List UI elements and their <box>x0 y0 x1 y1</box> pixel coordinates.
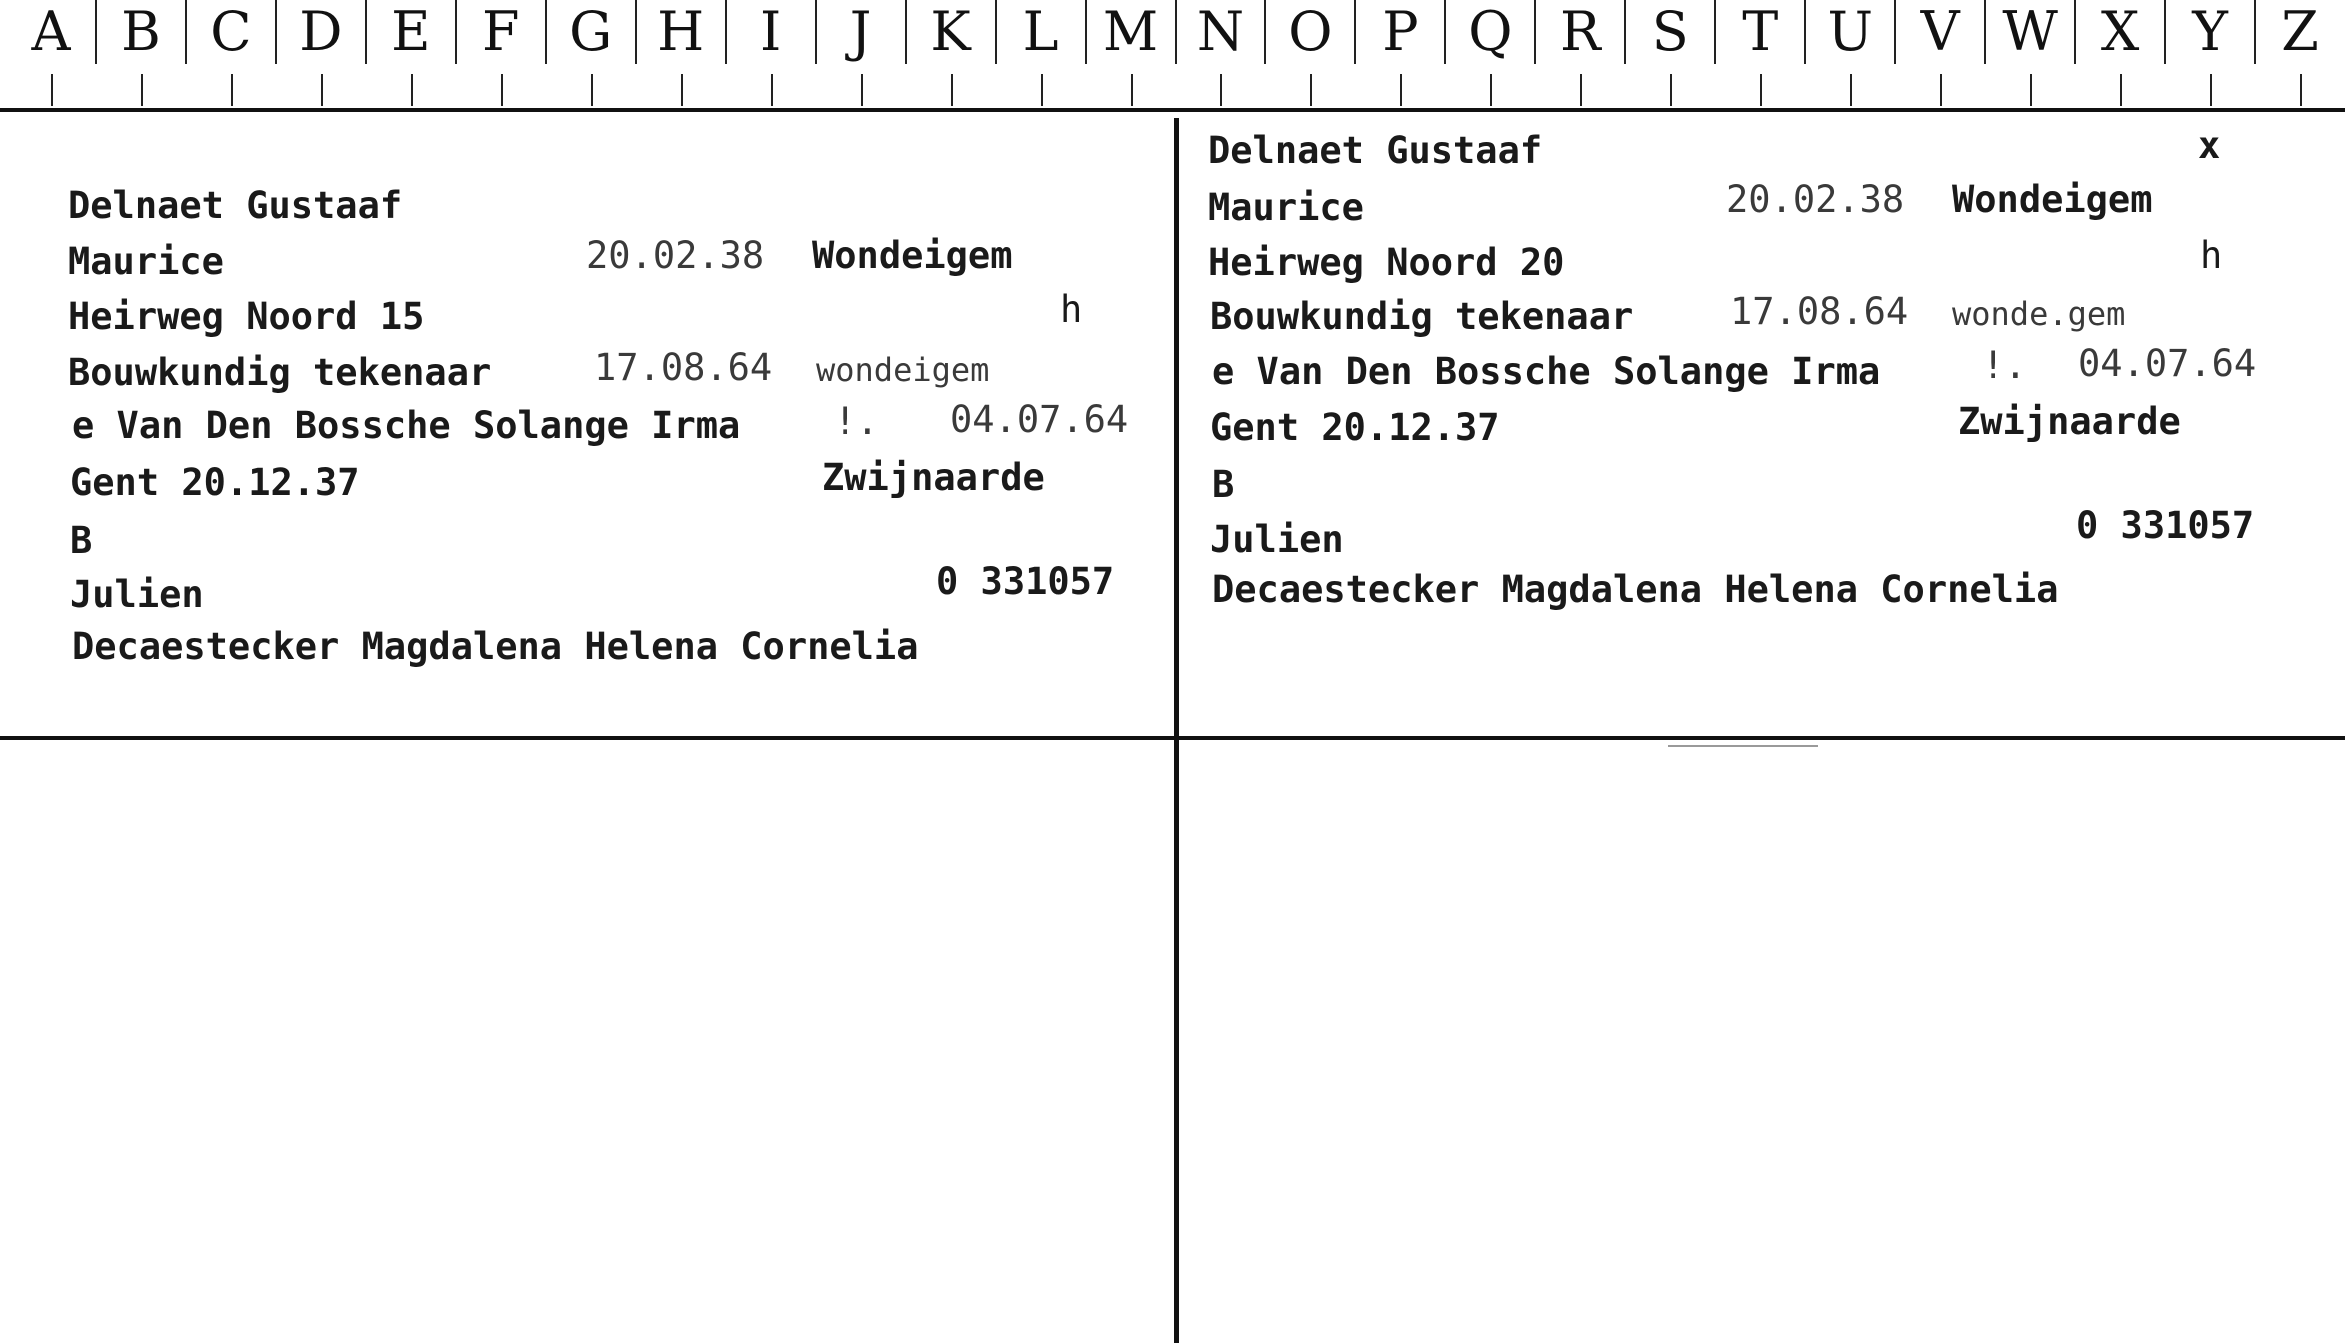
index-divider-line <box>0 108 2345 112</box>
card-given-name-2: Maurice <box>68 240 224 283</box>
card-spouse-mark: !. <box>834 400 879 443</box>
card-marriage-date: 17.08.64 <box>594 346 773 389</box>
alphabet-letter: X <box>2100 0 2140 63</box>
card-address: Heirweg Noord 20 <box>1208 241 1565 284</box>
alphabet-separator <box>1894 0 1896 64</box>
alphabet-tick <box>1850 74 1852 106</box>
alphabet-tick <box>321 74 323 106</box>
card-spouse: e Van Den Bossche Solange Irma <box>72 404 741 447</box>
alphabet-letter: G <box>569 0 613 63</box>
alphabet-tick <box>2120 74 2122 106</box>
alphabet-tick <box>681 74 683 106</box>
alphabet-letter: B <box>121 0 161 63</box>
card-address: Heirweg Noord 15 <box>68 295 425 338</box>
alphabet-separator <box>995 0 997 64</box>
alphabet-letter: E <box>391 0 431 63</box>
card-sex-code: h <box>1060 288 1083 331</box>
card-place-2: Zwijnaarde <box>822 456 1045 499</box>
alphabet-separator <box>2254 0 2256 64</box>
alphabet-tick <box>141 74 143 106</box>
card-date-2: 04.07.64 <box>2078 342 2257 385</box>
alphabet-separator <box>545 0 547 64</box>
alphabet-tick <box>861 74 863 106</box>
alphabet-letter: R <box>1559 0 1601 63</box>
card-corner-mark: x <box>2198 124 2221 167</box>
card-place-2: Zwijnaarde <box>1958 400 2181 443</box>
alphabet-tick <box>1490 74 1492 106</box>
alphabet-tick <box>1670 74 1672 106</box>
card-sex-code: h <box>2200 234 2223 277</box>
alphabet-letter: L <box>1022 0 1059 63</box>
alphabet-tick <box>1940 74 1942 106</box>
card-date-2: 04.07.64 <box>950 398 1129 441</box>
alphabet-letter: F <box>482 0 520 63</box>
card-birth-place: Wondeigem <box>812 234 1013 277</box>
alphabet-letter: W <box>2002 0 2058 63</box>
alphabet-separator <box>95 0 97 64</box>
card-occupation: Bouwkundig tekenaar <box>1210 295 1634 338</box>
alphabet-separator <box>2074 0 2076 64</box>
alphabet-letter: U <box>1827 0 1873 63</box>
alphabet-separator <box>1804 0 1806 64</box>
card-mother: Decaestecker Magdalena Helena Cornelia <box>1212 568 2059 611</box>
alphabet-separator <box>275 0 277 64</box>
card-surname-given: Delnaet Gustaaf <box>68 184 403 227</box>
alphabet-letter: M <box>1102 0 1159 63</box>
card-birth-date: 20.02.38 <box>586 234 765 277</box>
alphabet-separator <box>1444 0 1446 64</box>
card-surname-given: Delnaet Gustaaf <box>1208 129 1543 172</box>
alphabet-letter: H <box>657 0 705 63</box>
card-birth-date: 20.02.38 <box>1726 178 1905 221</box>
alphabet-letter: K <box>930 0 971 63</box>
card-marriage-date: 17.08.64 <box>1730 290 1909 333</box>
alphabet-tick <box>2300 74 2302 106</box>
alphabet-letter: C <box>210 0 252 63</box>
alphabet-tick <box>1310 74 1312 106</box>
alphabet-separator <box>455 0 457 64</box>
card-record-number: 0 331057 <box>936 560 1115 603</box>
alphabet-separator <box>365 0 367 64</box>
card-occupation: Bouwkundig tekenaar <box>68 351 492 394</box>
alphabet-separator <box>185 0 187 64</box>
alphabet-tick <box>591 74 593 106</box>
alphabet-separator <box>1354 0 1356 64</box>
card-father: Julien <box>70 573 204 616</box>
alphabet-separator <box>1984 0 1986 64</box>
alphabet-tick <box>231 74 233 106</box>
alphabet-separator <box>1624 0 1626 64</box>
alphabet-letter: P <box>1382 0 1419 63</box>
card-record-number: 0 331057 <box>2076 504 2255 547</box>
alphabet-tick <box>1400 74 1402 106</box>
alphabet-separator <box>1534 0 1536 64</box>
alphabet-index-strip <box>0 0 2345 112</box>
alphabet-letter: O <box>1288 0 1333 63</box>
alphabet-letter: Y <box>2192 0 2228 63</box>
alphabet-tick <box>1131 74 1133 106</box>
alphabet-separator <box>725 0 727 64</box>
alphabet-tick <box>51 74 53 106</box>
card-marriage-place: wondeigem <box>816 351 990 389</box>
card-code-b: B <box>1212 463 1235 506</box>
alphabet-separator <box>1085 0 1087 64</box>
faint-stub-line <box>1668 745 1818 747</box>
card-spouse: e Van Den Bossche Solange Irma <box>1212 350 1881 393</box>
alphabet-tick <box>1580 74 1582 106</box>
alphabet-letter: V <box>1920 0 1960 63</box>
alphabet-separator <box>1714 0 1716 64</box>
alphabet-tick <box>771 74 773 106</box>
card-given-name-2: Maurice <box>1208 186 1364 229</box>
card-row-divider <box>0 736 2345 740</box>
card-column-divider <box>1174 118 1179 1343</box>
alphabet-tick <box>501 74 503 106</box>
card-marriage-place: wonde.gem <box>1952 295 2126 333</box>
card-spouse-mark: !. <box>1982 344 2027 387</box>
alphabet-tick <box>1760 74 1762 106</box>
alphabet-letter: S <box>1651 0 1689 63</box>
card-code-b: B <box>70 519 93 562</box>
alphabet-tick <box>411 74 413 106</box>
card-spouse-birth: Gent 20.12.37 <box>1210 406 1500 449</box>
alphabet-separator <box>905 0 907 64</box>
card-spouse-birth: Gent 20.12.37 <box>70 461 360 504</box>
alphabet-separator <box>1264 0 1266 64</box>
alphabet-letter: D <box>299 0 343 63</box>
alphabet-separator <box>2164 0 2166 64</box>
alphabet-letter: A <box>31 0 71 63</box>
alphabet-separator <box>1175 0 1177 64</box>
alphabet-tick <box>2030 74 2032 106</box>
alphabet-letter: T <box>1742 0 1779 63</box>
alphabet-letter: Q <box>1468 0 1513 63</box>
alphabet-letter: N <box>1196 0 1245 63</box>
card-mother: Decaestecker Magdalena Helena Cornelia <box>72 625 919 668</box>
card-birth-place: Wondeigem <box>1952 178 2153 221</box>
alphabet-separator <box>635 0 637 64</box>
alphabet-separator <box>815 0 817 64</box>
alphabet-tick <box>951 74 953 106</box>
alphabet-letter: Z <box>2281 0 2319 63</box>
card-father: Julien <box>1210 518 1344 561</box>
alphabet-letter: I <box>759 0 782 63</box>
alphabet-tick <box>2210 74 2212 106</box>
alphabet-tick <box>1041 74 1043 106</box>
alphabet-tick <box>1220 74 1222 106</box>
alphabet-letter: J <box>849 0 872 63</box>
